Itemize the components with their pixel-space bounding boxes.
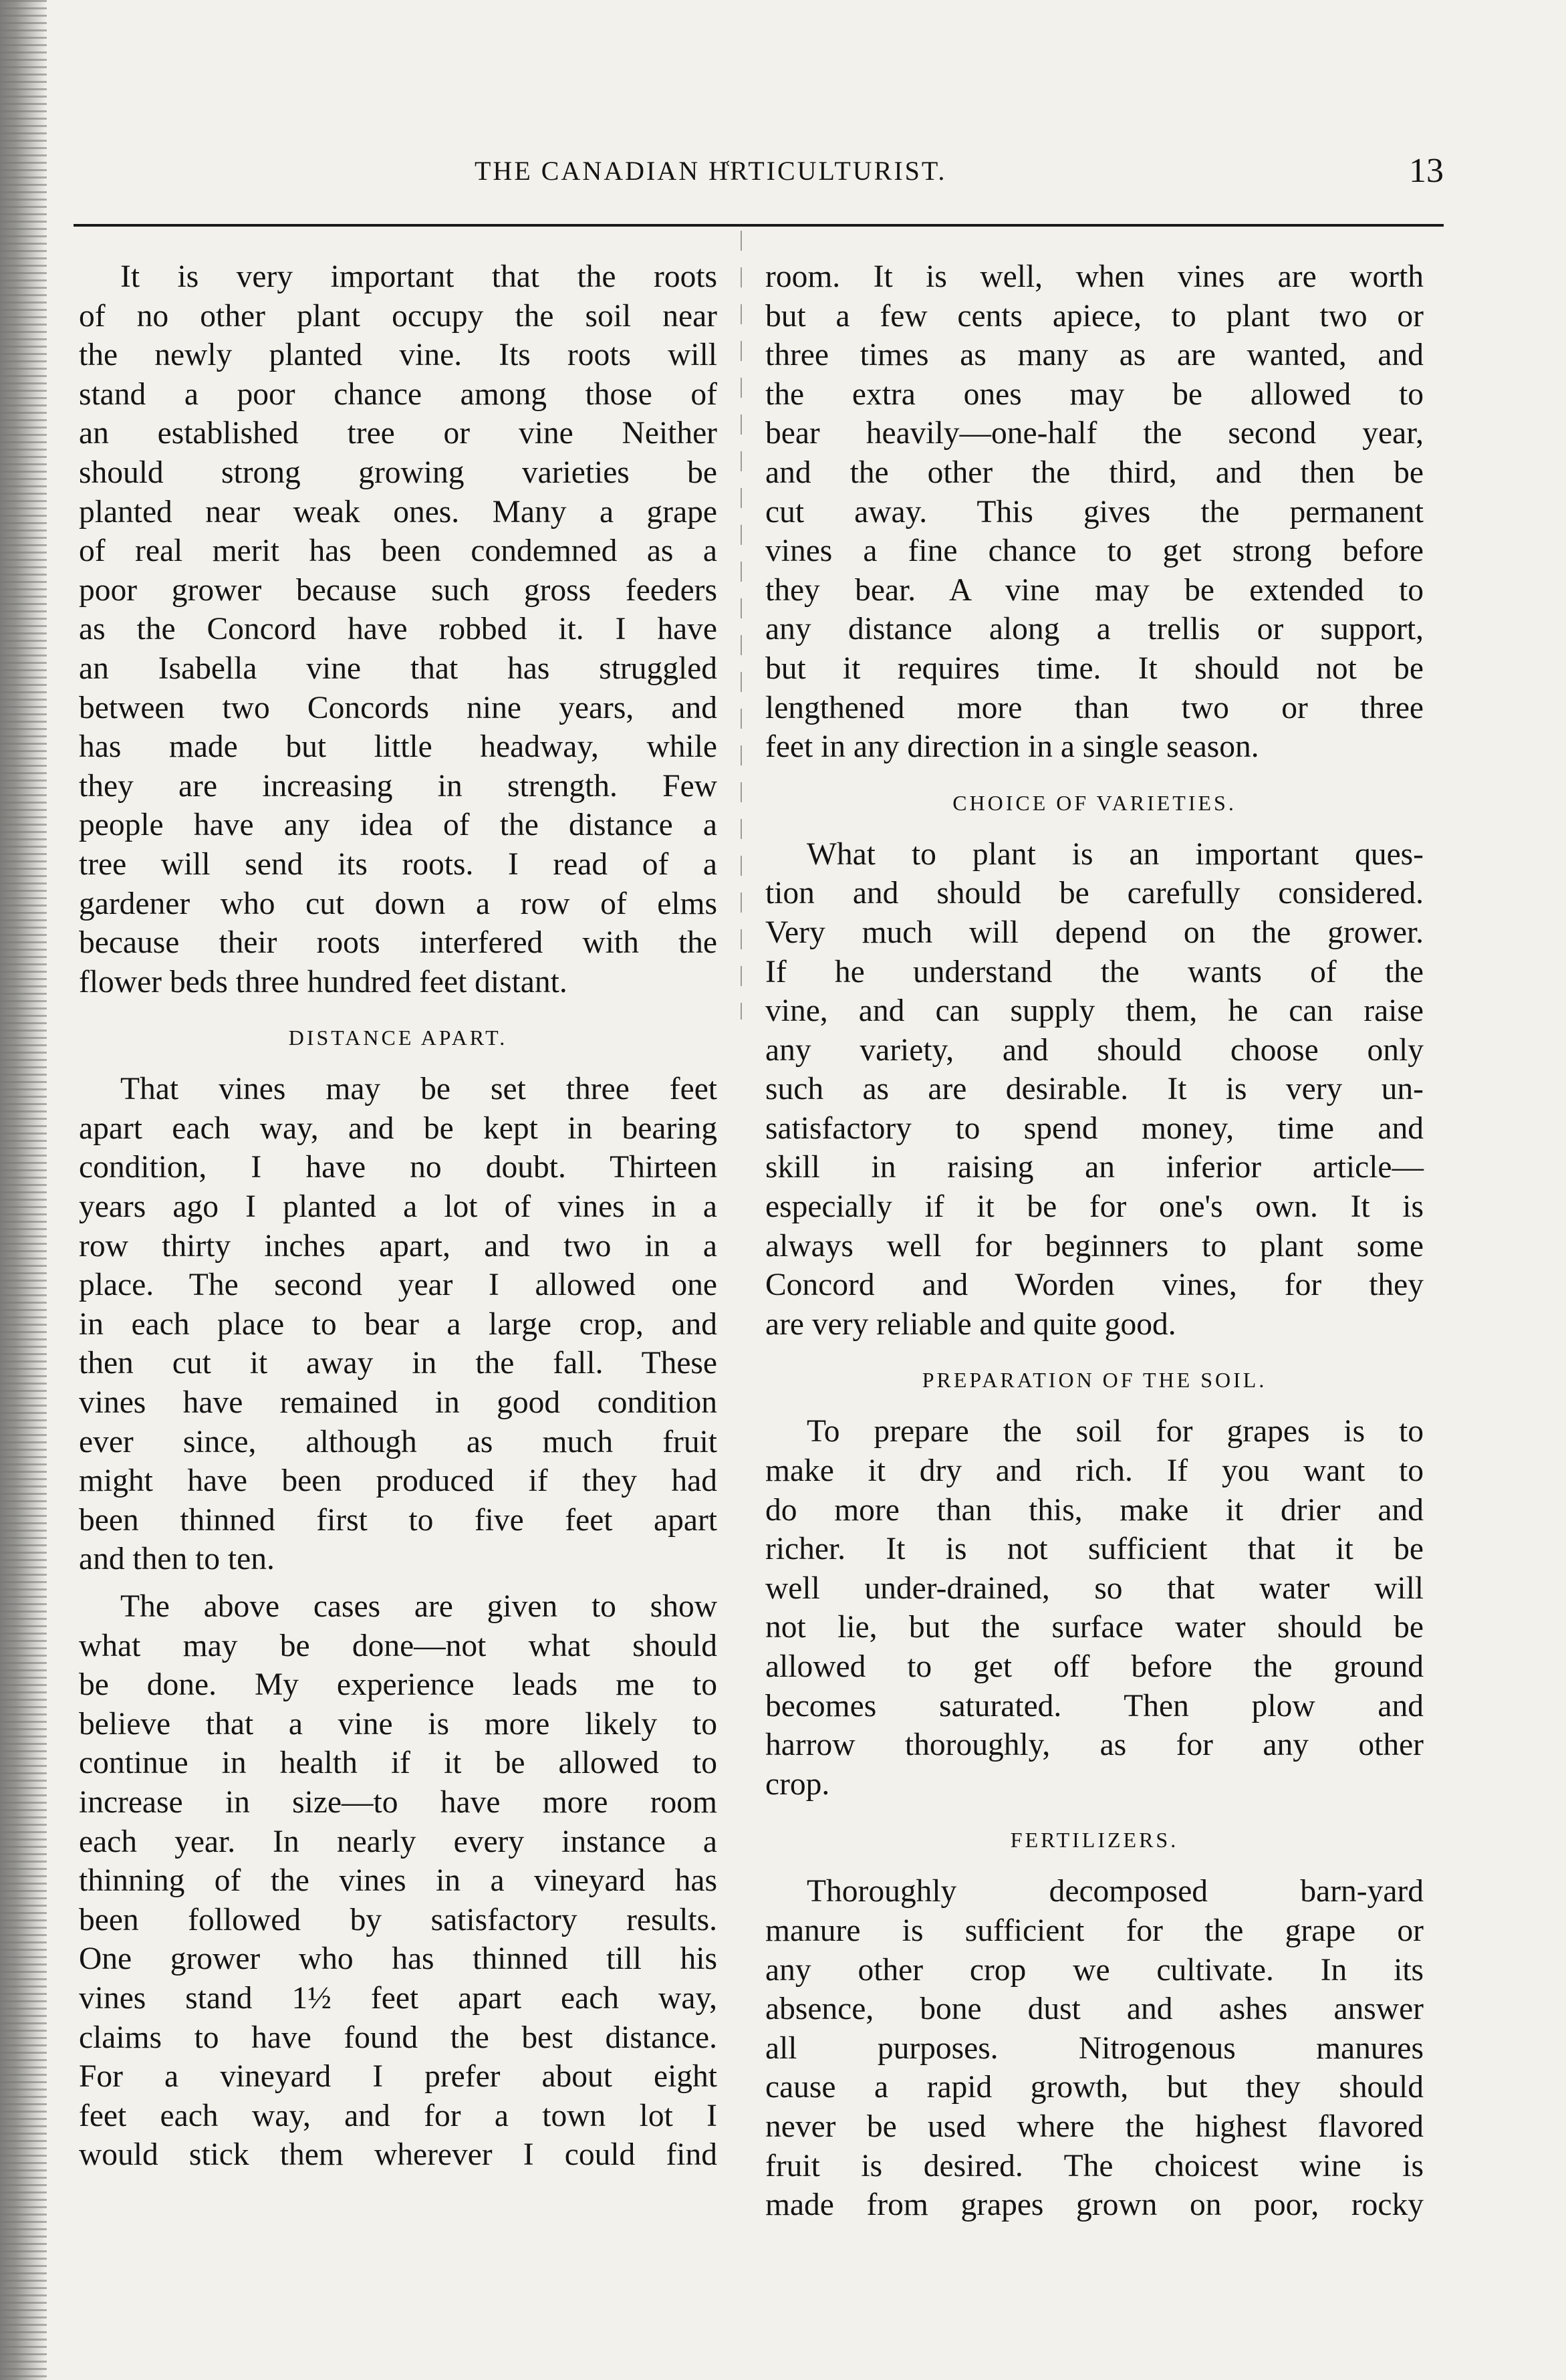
text-line: apart each way, and be kept in bearing xyxy=(79,1110,717,1146)
text-line: would stick them wherever I could find xyxy=(79,2137,717,2173)
text-line: place. The second year I allowed one xyxy=(79,1268,717,1303)
text-line: years ago I planted a lot of vines in a xyxy=(79,1189,717,1225)
paragraph-room-continued xyxy=(765,257,1424,767)
text-line: because their roots interfered with the xyxy=(79,925,717,961)
text-line: claims to have found the best distance. xyxy=(79,2020,717,2055)
text-line: tree will send its roots. I read of a xyxy=(79,846,717,882)
text-line: richer. It is not sufficient that it be xyxy=(765,1532,1424,1567)
paragraph-fertilizers xyxy=(765,1872,1424,2224)
text-line: and the other the third, and then be xyxy=(765,455,1424,490)
text-line: should strong growing varieties be xyxy=(79,455,717,490)
text-line: made from grapes grown on poor, rocky xyxy=(765,2187,1424,2223)
text-line: manure is sufficient for the grape or xyxy=(765,1913,1424,1948)
text-line: but a few cents apiece, to plant two or xyxy=(765,298,1424,334)
text-line: do more than this, make it drier and xyxy=(765,1492,1424,1528)
text-line: believe that a vine is more likely to xyxy=(79,1706,717,1742)
text-line: been thinned first to five feet apart xyxy=(79,1502,717,1538)
text-line: are very reliable and quite good. xyxy=(765,1306,1176,1342)
text-line: Very much will depend on the grower. xyxy=(765,915,1424,950)
text-line: One grower who has thinned till his xyxy=(79,1941,717,1977)
text-line: thinning of the vines in a vineyard has xyxy=(79,1863,717,1899)
text-line: poor grower because such gross feeders xyxy=(79,572,717,608)
text-line: they are increasing in strength. Few xyxy=(79,768,717,804)
text-line: gardener who cut down a row of elms xyxy=(79,886,717,921)
left-column xyxy=(79,257,717,2175)
text-line: To prepare the soil for grapes is to xyxy=(807,1414,1424,1449)
text-line: never be used where the highest flavored xyxy=(765,2109,1424,2144)
text-line: especially if it be for one's own. It is xyxy=(765,1189,1424,1225)
text-line: cut away. This gives the permanent xyxy=(765,494,1424,529)
text-line: The above cases are given to show xyxy=(120,1589,717,1624)
right-column xyxy=(765,257,1424,2225)
header-rule xyxy=(74,224,1444,227)
binding-edge xyxy=(0,0,47,2380)
text-line: row thirty inches apart, and two in a xyxy=(79,1228,717,1264)
column-divider xyxy=(741,231,742,1020)
text-line: becomes saturated. Then plow and xyxy=(765,1688,1424,1723)
text-line: allowed to get off before the ground xyxy=(765,1649,1424,1684)
text-line: vines have remained in good condition xyxy=(79,1385,717,1421)
text-line: absence, bone dust and ashes answer xyxy=(765,1992,1424,2027)
page-header xyxy=(74,152,1444,195)
text-line: any other crop we cultivate. In its xyxy=(765,1952,1424,1988)
text-line: harrow thoroughly, as for any other xyxy=(765,1728,1424,1763)
text-line: skill in raising an inferior article— xyxy=(765,1150,1424,1185)
text-line: vines a fine chance to get strong before xyxy=(765,533,1424,569)
text-line: continue in health if it be allowed to xyxy=(79,1746,717,1781)
text-line: flower beds three hundred feet distant. xyxy=(79,964,567,999)
text-line: but it requires time. It should not be xyxy=(765,650,1424,686)
text-line: be done. My experience leads me to xyxy=(79,1667,717,1703)
text-line: between two Concords nine years, and xyxy=(79,690,717,725)
text-line: make it dry and rich. If you want to xyxy=(765,1453,1424,1489)
text-line: ever since, although as much fruit xyxy=(79,1424,717,1459)
text-line: That vines may be set three feet xyxy=(120,1072,717,1107)
text-line: feet in any direction in a single season. xyxy=(765,729,1259,765)
text-line: What to plant is an important ques- xyxy=(807,836,1424,872)
text-line: the extra ones may be allowed to xyxy=(765,376,1424,412)
text-line: tion and should be carefully considered. xyxy=(765,876,1424,911)
text-line: vines stand 1½ feet apart each way, xyxy=(79,1980,717,2016)
text-line: and then to ten. xyxy=(79,1542,275,1577)
text-line: of real merit has been condemned as a xyxy=(79,533,717,569)
text-line: been followed by satisfactory results. xyxy=(79,1902,717,1937)
text-line: It is very important that the roots xyxy=(120,259,717,294)
text-line: in each place to bear a large crop, and xyxy=(79,1306,717,1342)
text-line: bear heavily—one-half the second year, xyxy=(765,416,1424,451)
text-line: might have been produced if they had xyxy=(79,1463,717,1499)
text-line: any distance along a trellis or support, xyxy=(765,612,1424,647)
running-title: THE CANADIAN H͑RTICULTURIST. xyxy=(475,156,947,186)
text-line: as the Concord have robbed it. I have xyxy=(79,612,717,647)
text-line: increase in size—to have more room xyxy=(79,1784,717,1820)
text-line: people have any idea of the distance a xyxy=(79,808,717,843)
text-line: of no other plant occupy the soil near xyxy=(79,298,717,334)
text-line: stand a poor chance among those of xyxy=(79,376,717,412)
text-line: feet each way, and for a town lot I xyxy=(79,2098,717,2133)
text-line: the newly planted vine. Its roots will xyxy=(79,338,717,373)
text-line: what may be done—not what should xyxy=(79,1628,717,1663)
text-line: always well for beginners to plant some xyxy=(765,1228,1424,1264)
paragraph-varieties xyxy=(765,835,1424,1344)
paragraph-soil xyxy=(765,1412,1424,1804)
text-line: any variety, and should choose only xyxy=(765,1032,1424,1068)
text-line: not lie, but the surface water should be xyxy=(765,1610,1424,1645)
heading-fertilizers: FERTILIZERS. xyxy=(1010,1828,1179,1853)
text-line: three times as many as are wanted, and xyxy=(765,338,1424,373)
text-line: If he understand the wants of the xyxy=(765,954,1424,989)
text-line: an Isabella vine that has struggled xyxy=(79,650,717,686)
paragraph-above-cases xyxy=(79,1587,717,2175)
text-line: room. It is well, when vines are worth xyxy=(765,259,1424,294)
text-line: planted near weak ones. Many a grape xyxy=(79,494,717,529)
text-line: For a vineyard I prefer about eight xyxy=(79,2059,717,2095)
text-line: condition, I have no doubt. Thirteen xyxy=(79,1150,717,1185)
text-line: all purposes. Nitrogenous manures xyxy=(765,2030,1424,2066)
text-line: Concord and Worden vines, for they xyxy=(765,1268,1424,1303)
text-line: lengthened more than two or three xyxy=(765,690,1424,725)
text-line: crop. xyxy=(765,1766,830,1802)
text-line: then cut it away in the fall. These xyxy=(79,1346,717,1381)
heading-choice-of-varieties: CHOICE OF VARIETIES. xyxy=(952,790,1236,815)
text-line: an established tree or vine Neither xyxy=(79,416,717,451)
text-line: fruit is desired. The choicest wine is xyxy=(765,2148,1424,2183)
text-line: such as are desirable. It is very un- xyxy=(765,1072,1424,1107)
text-line: well under-drained, so that water will xyxy=(765,1570,1424,1606)
text-line: has made but little headway, while xyxy=(79,729,717,765)
paragraph-root-competition xyxy=(79,257,717,1001)
text-line: cause a rapid growth, but they should xyxy=(765,2070,1424,2105)
heading-preparation-of-soil: PREPARATION OF THE SOIL. xyxy=(922,1368,1267,1393)
text-line: vine, and can supply them, he can raise xyxy=(765,993,1424,1029)
heading-distance-apart: DISTANCE APART. xyxy=(288,1026,508,1050)
text-line: each year. In nearly every instance a xyxy=(79,1824,717,1859)
text-line: satisfactory to spend money, time and xyxy=(765,1110,1424,1146)
text-line: Thoroughly decomposed barn-yard xyxy=(807,1874,1424,1909)
paragraph-distance xyxy=(79,1070,717,1579)
page-number: 13 xyxy=(1409,152,1444,190)
text-line: they bear. A vine may be extended to xyxy=(765,572,1424,608)
